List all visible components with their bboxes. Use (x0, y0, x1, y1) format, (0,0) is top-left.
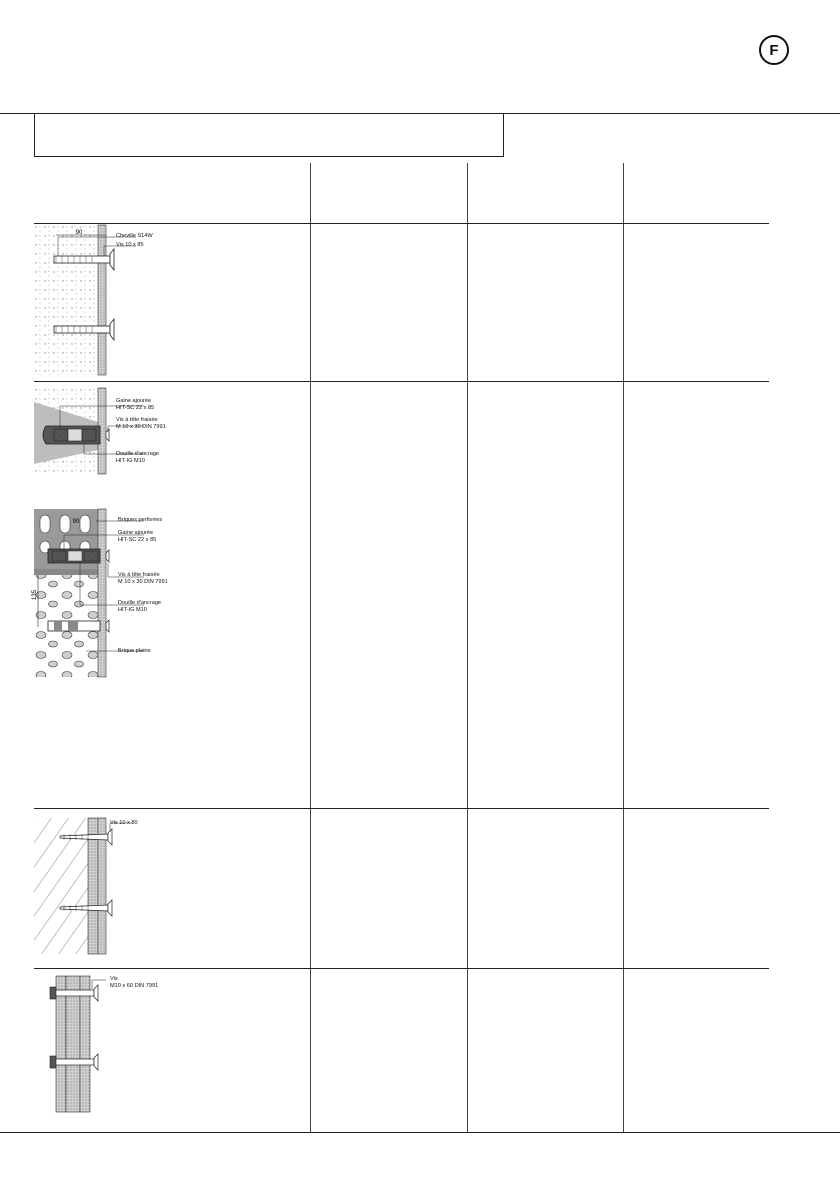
row-divider-4 (34, 968, 769, 969)
label-hit-sc-1: HIT-SC 22 x 85 (116, 405, 155, 411)
label-vis-10x80: Vis 10 x 80 (110, 820, 138, 826)
row-divider-2 (34, 381, 769, 382)
label-vis: Vis (110, 976, 118, 982)
anchor-concrete-illustration (34, 388, 174, 478)
column-divider-2 (467, 163, 468, 1133)
bolt-wall-illustration (34, 976, 174, 1116)
label-gaine-1: Gaine ajourée (116, 398, 152, 404)
label-briques-perforees: Briques perforées (118, 517, 163, 523)
footer-rule (0, 1132, 840, 1133)
dimension-90-brick: 90 (72, 519, 80, 525)
label-douille-1: Douille d'ancrage (116, 451, 160, 457)
label-vis-tete-2: Vis à tête fraisée (118, 572, 160, 578)
dimension-135: 135 (32, 589, 38, 601)
column-divider-1 (310, 163, 311, 1133)
dimension-90: 90 (75, 230, 83, 236)
label-m10x30-2: M 10 x 30 DIN 7991 (118, 579, 168, 585)
language-badge: F (759, 35, 789, 65)
label-hit-sc-2: HIT-SC 22 x 85 (118, 537, 157, 543)
row-divider-1 (34, 223, 769, 224)
label-hit-ig-2: HIT-IG M10 (118, 607, 147, 613)
label-vis-tete-1: Vis à tête fraisée (116, 417, 158, 423)
label-m10x60: M10 x 60 DIN 7991 (110, 983, 159, 989)
label-vis-10x85: Vis 10 x 85 (116, 242, 144, 248)
wood-wall-illustration (34, 818, 174, 958)
label-douille-2: Douille d'ancrage (118, 600, 162, 606)
label-brique-pleine: Brique pleine (118, 648, 151, 654)
label-m10x30-1: M 10 x 30 DIN 7991 (116, 424, 166, 430)
label-gaine-2: Gaine ajourée (118, 530, 154, 536)
column-divider-3 (623, 163, 624, 1133)
row-divider-3 (34, 808, 769, 809)
label-hit-ig-1: HIT-IG M10 (116, 458, 145, 464)
title-box (34, 113, 504, 157)
label-cheville: Cheville S14W (116, 233, 153, 239)
concrete-wall-illustration (34, 225, 174, 377)
